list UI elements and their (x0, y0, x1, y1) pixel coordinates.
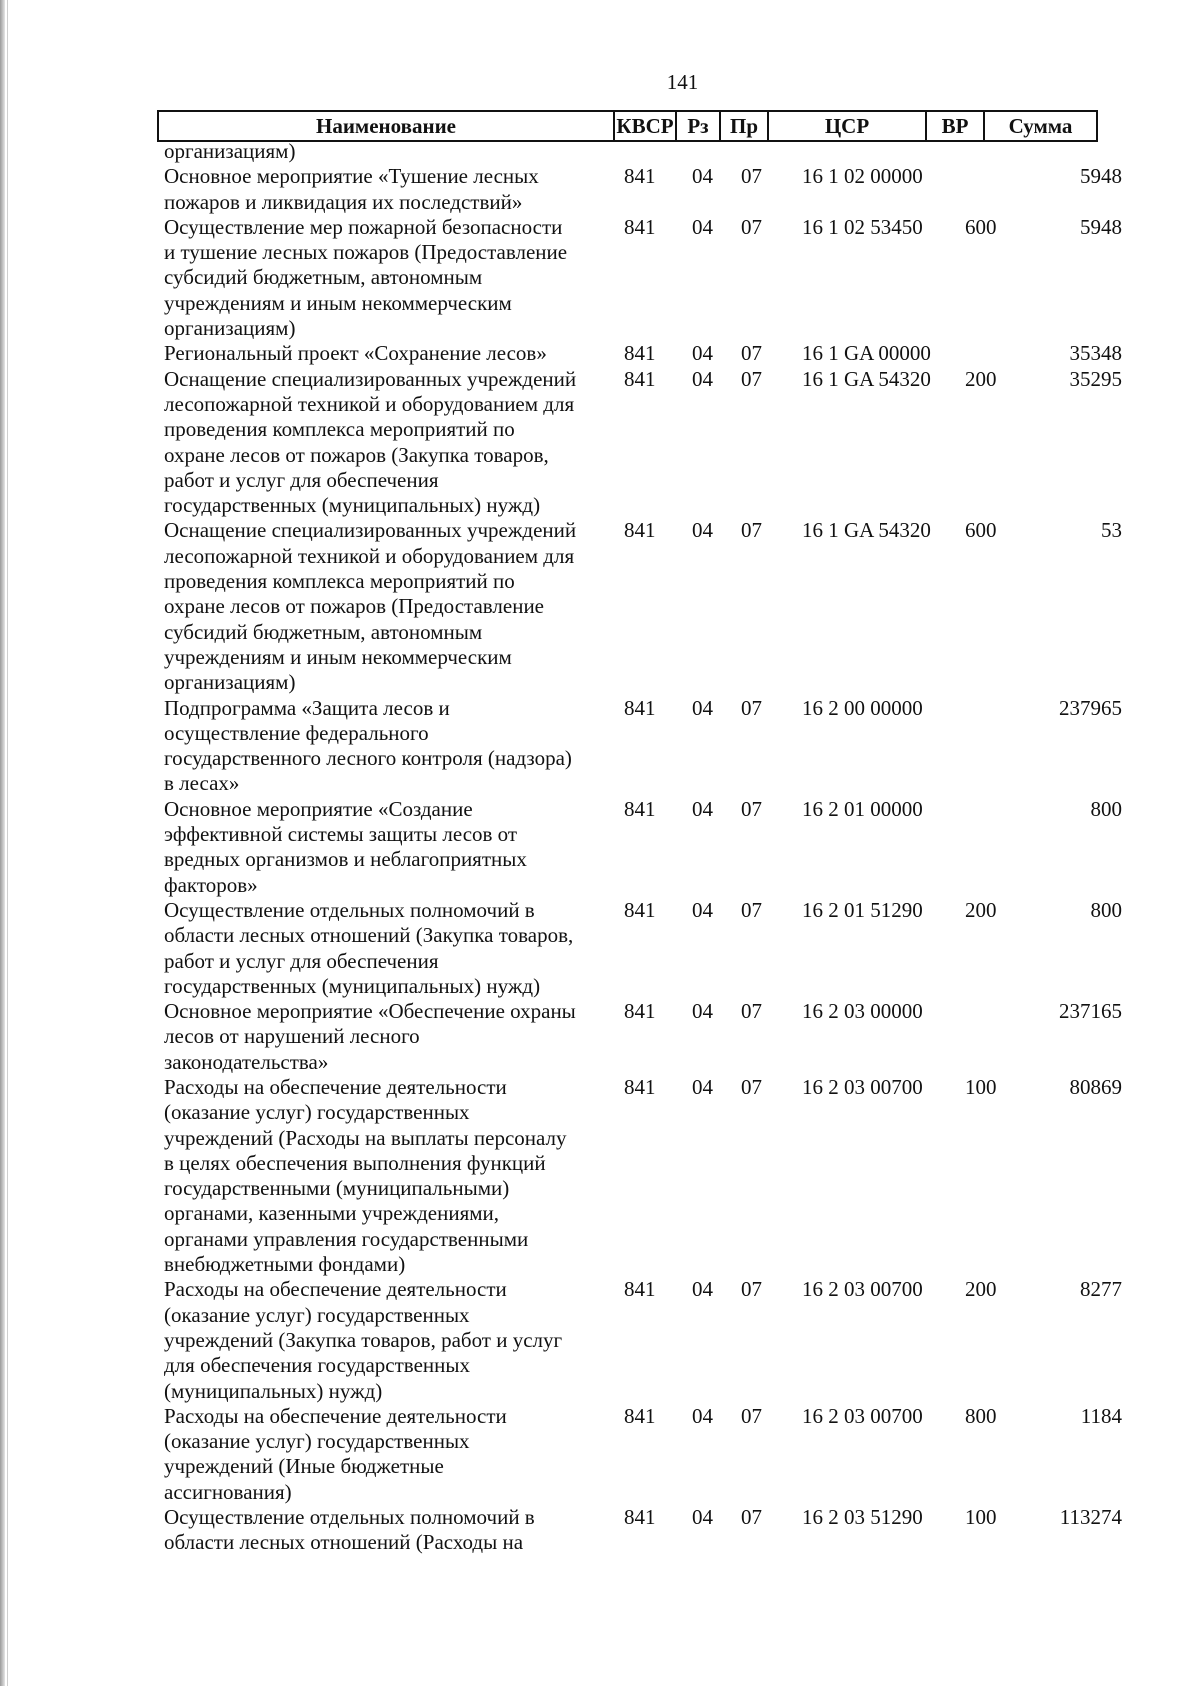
cell-kvsr: 841 (624, 1505, 656, 1530)
cell-name: Расходы на обеспечение деятельности (оказание услуг) государственных учреждений (Расходы на выплаты персоналу в целях обеспечения выполнения функций государственными (муниципальными) органами, казенными учреждениями, органами управления государственными внебюджетными фондами) (164, 1074, 567, 1277)
cell-sum: 113274 (1059, 1505, 1122, 1530)
cell-rz: 04 (692, 695, 713, 720)
cell-kvsr: 841 (624, 214, 656, 239)
cell-pr: 07 (741, 897, 762, 922)
cell-rz: 04 (692, 214, 713, 239)
cell-csr: 16 1 GA 54320 (802, 366, 931, 391)
cell-csr: 16 1 GA 00000 (802, 341, 931, 366)
table-row (0, 341, 1200, 366)
cell-sum: 237965 (1059, 695, 1122, 720)
cell-vr: 200 (965, 366, 997, 391)
cell-kvsr: 841 (624, 1403, 656, 1428)
cell-name: Основное мероприятие «Создание эффективной системы защиты лесов от вредных организмов и неблагоприятных факторов» (164, 796, 527, 897)
cell-kvsr: 841 (624, 1074, 656, 1099)
cell-pr: 07 (741, 366, 762, 391)
cell-pr: 07 (741, 518, 762, 543)
cell-csr: 16 2 00 00000 (802, 695, 923, 720)
header-sum: Сумма (983, 110, 1098, 142)
table-row (0, 999, 1200, 1075)
cell-rz: 04 (692, 897, 713, 922)
cell-name: Оснащение специализированных учреждений лесопожарной техникой и оборудованием для проведения комплекса мероприятий по охране лесов от пожаров (Закупка товаров, работ и услуг для обеспечения государственных (муниципальных) нужд) (164, 366, 577, 518)
cell-name: Расходы на обеспечение деятельности (оказание услуг) государственных учреждений (Иные бюджетные ассигнования) (164, 1403, 507, 1504)
cell-pr: 07 (741, 1074, 762, 1099)
table-row (0, 139, 1200, 164)
cell-rz: 04 (692, 341, 713, 366)
cell-name: Осуществление мер пожарной безопасности и тушение лесных пожаров (Предоставление субсидий бюджетным, автономным учреждениям и иным некоммерческим организациям) (164, 214, 568, 341)
cell-pr: 07 (741, 695, 762, 720)
cell-rz: 04 (692, 999, 713, 1024)
cell-csr: 16 2 03 00000 (802, 999, 923, 1024)
cell-rz: 04 (692, 1277, 713, 1302)
cell-vr: 800 (965, 1403, 997, 1428)
cell-name: Осуществление отдельных полномочий в области лесных отношений (Закупка товаров, работ и услуг для обеспечения государственных (муниципальных) нужд) (164, 897, 574, 998)
cell-csr: 16 2 03 00700 (802, 1403, 923, 1428)
header-kvsr: КВСР (613, 110, 677, 142)
table-row (0, 367, 1200, 519)
cell-vr: 600 (965, 518, 997, 543)
cell-sum: 80869 (1069, 1074, 1122, 1099)
header-pr: Пр (719, 110, 769, 142)
page-number: 141 (666, 70, 699, 94)
cell-vr: 200 (965, 897, 997, 922)
cell-vr: 600 (965, 214, 997, 239)
cell-kvsr: 841 (624, 796, 656, 821)
cell-sum: 53 (1101, 518, 1122, 543)
cell-kvsr: 841 (624, 366, 656, 391)
cell-name: Подпрограмма «Защита лесов и осуществление федерального государственного лесного контроля (надзора) в лесах» (164, 695, 572, 796)
cell-rz: 04 (692, 366, 713, 391)
cell-pr: 07 (741, 999, 762, 1024)
table-row (0, 1277, 1200, 1403)
cell-sum: 1184 (1080, 1403, 1122, 1428)
table-row (0, 1075, 1200, 1277)
header-name: Наименование (157, 110, 615, 142)
cell-sum: 35348 (1069, 341, 1122, 366)
table-row (0, 164, 1200, 215)
cell-sum: 800 (1090, 796, 1122, 821)
cell-rz: 04 (692, 796, 713, 821)
cell-sum: 800 (1090, 897, 1122, 922)
cell-pr: 07 (741, 796, 762, 821)
header-vr: ВР (925, 110, 985, 142)
cell-kvsr: 841 (624, 897, 656, 922)
cell-name: Региональный проект «Сохранение лесов» (164, 341, 547, 366)
table-header (157, 110, 1134, 142)
cell-csr: 16 1 GA 54320 (802, 518, 931, 543)
cell-rz: 04 (692, 164, 713, 189)
cell-csr: 16 1 02 00000 (802, 164, 923, 189)
table-row (0, 1404, 1200, 1505)
cell-csr: 16 2 03 00700 (802, 1277, 923, 1302)
cell-sum: 35295 (1069, 366, 1122, 391)
cell-sum: 5948 (1080, 164, 1122, 189)
cell-rz: 04 (692, 1074, 713, 1099)
cell-vr: 200 (965, 1277, 997, 1302)
cell-csr: 16 2 01 00000 (802, 796, 923, 821)
cell-name: Основное мероприятие «Тушение лесных пожаров и ликвидация их последствий» (164, 164, 539, 214)
cell-rz: 04 (692, 1403, 713, 1428)
cell-kvsr: 841 (624, 518, 656, 543)
cell-rz: 04 (692, 1505, 713, 1530)
cell-sum: 237165 (1059, 999, 1122, 1024)
cell-sum: 5948 (1080, 214, 1122, 239)
cell-kvsr: 841 (624, 999, 656, 1024)
cell-name: Основное мероприятие «Обеспечение охраны лесов от нарушений лесного законодательства» (164, 999, 576, 1074)
cell-rz: 04 (692, 518, 713, 543)
cell-vr: 100 (965, 1074, 997, 1099)
table-row (0, 898, 1200, 999)
table-row (0, 696, 1200, 797)
cell-name: Осуществление отдельных полномочий в области лесных отношений (Расходы на (164, 1505, 535, 1555)
cell-vr: 100 (965, 1505, 997, 1530)
header-csr: ЦСР (767, 110, 927, 142)
cell-sum: 8277 (1080, 1277, 1122, 1302)
table-row (0, 518, 1200, 695)
cell-csr: 16 2 03 51290 (802, 1505, 923, 1530)
cell-kvsr: 841 (624, 164, 656, 189)
cell-pr: 07 (741, 214, 762, 239)
cell-pr: 07 (741, 1277, 762, 1302)
cell-csr: 16 2 03 00700 (802, 1074, 923, 1099)
cell-pr: 07 (741, 1403, 762, 1428)
cell-csr: 16 1 02 53450 (802, 214, 923, 239)
cell-kvsr: 841 (624, 695, 656, 720)
cell-kvsr: 841 (624, 341, 656, 366)
header-rz: Рз (675, 110, 721, 142)
cell-name: Оснащение специализированных учреждений лесопожарной техникой и оборудованием для проведения комплекса мероприятий по охране лесов от пожаров (Предоставление субсидий бюджетным, автономным учреждениям и иным некоммерческим организациям) (164, 518, 577, 695)
cell-pr: 07 (741, 1505, 762, 1530)
cell-name: Расходы на обеспечение деятельности (оказание услуг) государственных учреждений (Закупка товаров, работ и услуг для обеспечения государственных (муниципальных) нужд) (164, 1277, 563, 1403)
cell-pr: 07 (741, 341, 762, 366)
table-row (0, 797, 1200, 898)
cell-kvsr: 841 (624, 1277, 656, 1302)
cell-name: организациям) (164, 139, 296, 163)
cell-csr: 16 2 01 51290 (802, 897, 923, 922)
table-row (0, 1505, 1200, 1556)
table-body (0, 139, 1200, 1556)
cell-pr: 07 (741, 164, 762, 189)
table-row (0, 215, 1200, 341)
